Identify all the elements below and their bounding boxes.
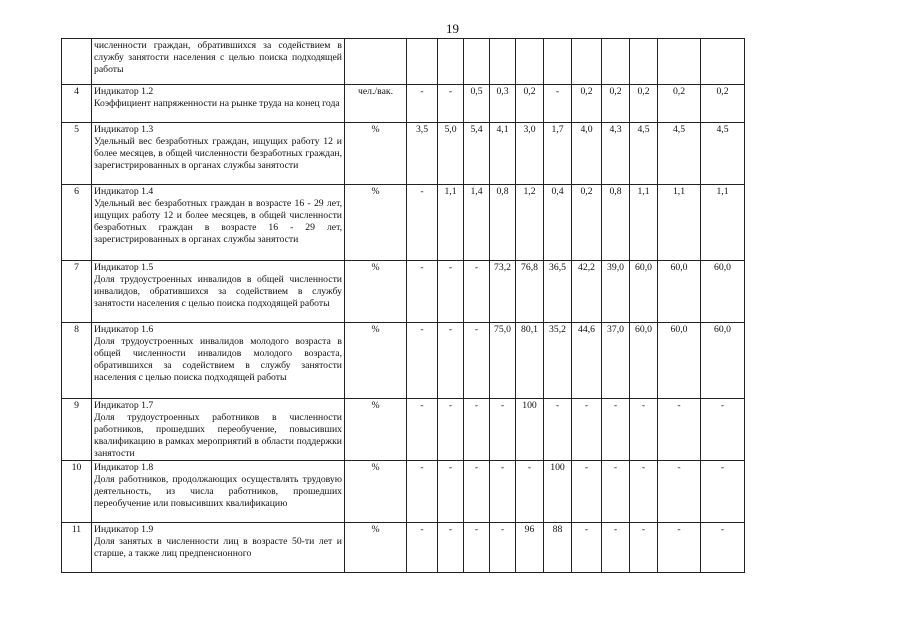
indicator-name: Индикатор 1.2	[94, 86, 154, 97]
value-cell: -	[658, 461, 701, 523]
value-cell: -	[701, 461, 745, 523]
indicator-description: Доля трудоустроенных инвалидов молодого возраста в общей численности инвалидов молодого возраста, обратившихся за содействием в службу занятости населения с целью поиска подходящей работы	[94, 335, 342, 383]
indicator-description: Коэффициент напряженности на рынке труда на конец года	[94, 97, 340, 109]
value-cell: 4,5	[658, 123, 701, 185]
value-cell: 100	[544, 461, 572, 523]
indicator-cell	[92, 39, 345, 85]
value-cell: -	[438, 461, 464, 523]
indicator-cell	[92, 461, 345, 523]
value-cell: 1,1	[701, 185, 745, 261]
value-cell: 0,2	[572, 185, 602, 261]
value-cell: 0,8	[490, 185, 516, 261]
value-cell: -	[438, 323, 464, 399]
value-cell: 60,0	[630, 261, 658, 323]
value-cell: -	[464, 523, 490, 573]
indicator-description: Удельный вес безработных граждан в возрасте 16 - 29 лет, ищущих работу 12 и более месяцев, в общей численности безработных граждан в возрасте 16 - 29 лет, зарегистрированных в органах службы занятости	[94, 197, 342, 245]
value-cell: 1,1	[438, 185, 464, 261]
value-cell: -	[438, 399, 464, 461]
value-cell: 0,8	[602, 185, 630, 261]
value-cell: 60,0	[658, 261, 701, 323]
value-cell: -	[407, 85, 438, 123]
value-cell: -	[701, 399, 745, 461]
value-cell: -	[630, 399, 658, 461]
indicator-description: Доля работников, продолжающих осуществлять трудовую деятельность, из числа работников, прошедших переобучение или повысивших квалификацию	[94, 473, 342, 509]
value-cell: 3,5	[407, 123, 438, 185]
indicator-description: Доля занятых в численности лиц в возрасте 50-ти лет и старше, а также лиц предпенсионного	[94, 535, 342, 559]
value-cell: 76,8	[516, 261, 544, 323]
indicator-cell	[92, 261, 345, 323]
value-cell: 5,4	[464, 123, 490, 185]
row-number: 4	[62, 85, 92, 123]
unit-cell: %	[345, 261, 407, 323]
unit-cell: %	[345, 399, 407, 461]
value-cell: 0,3	[490, 85, 516, 123]
row-number: 5	[62, 123, 92, 185]
value-cell: 60,0	[630, 323, 658, 399]
indicator-cell	[92, 85, 345, 123]
value-cell: 0,2	[572, 85, 602, 123]
value-cell: 4,5	[701, 123, 745, 185]
value-cell: -	[464, 399, 490, 461]
indicator-name: Индикатор 1.4	[94, 186, 154, 197]
value-cell: 4,1	[490, 123, 516, 185]
value-cell: 42,2	[572, 261, 602, 323]
value-cell	[490, 39, 516, 85]
value-cell: 44,6	[572, 323, 602, 399]
value-cell: -	[544, 399, 572, 461]
table-row	[62, 85, 786, 123]
row-number: 8	[62, 323, 92, 399]
value-cell: -	[602, 399, 630, 461]
value-cell: -	[516, 461, 544, 523]
value-cell: -	[464, 261, 490, 323]
value-cell: -	[544, 85, 572, 123]
indicator-name: Индикатор 1.3	[94, 124, 154, 135]
value-cell	[464, 39, 490, 85]
value-cell: 37,0	[602, 323, 630, 399]
value-cell: -	[490, 523, 516, 573]
value-cell: 0,2	[630, 85, 658, 123]
table-row	[62, 323, 786, 399]
value-cell: 100	[516, 399, 544, 461]
value-cell: 39,0	[602, 261, 630, 323]
value-cell	[630, 39, 658, 85]
value-cell: 0,2	[516, 85, 544, 123]
indicator-cell	[92, 323, 345, 399]
value-cell: -	[407, 261, 438, 323]
value-cell	[438, 39, 464, 85]
value-cell: -	[464, 461, 490, 523]
value-cell: 73,2	[490, 261, 516, 323]
value-cell: 88	[544, 523, 572, 573]
value-cell: -	[630, 523, 658, 573]
value-cell: -	[602, 461, 630, 523]
page-number: 19	[446, 21, 459, 36]
table-row	[62, 399, 786, 461]
value-cell: 1,4	[464, 185, 490, 261]
value-cell: 0,2	[658, 85, 701, 123]
indicator-name: Индикатор 1.7	[94, 400, 154, 411]
value-cell: -	[572, 461, 602, 523]
value-cell: -	[407, 523, 438, 573]
indicator-cell	[92, 123, 345, 185]
indicator-description: Доля трудоустроенных инвалидов в общей численности инвалидов, обратившихся за содействием в службу занятости населения с целью поиска подходящей работы	[94, 273, 342, 309]
value-cell: -	[438, 261, 464, 323]
table-row	[62, 39, 786, 85]
unit-cell: %	[345, 461, 407, 523]
unit-cell	[345, 39, 407, 85]
value-cell: -	[572, 523, 602, 573]
value-cell	[701, 39, 745, 85]
row-number: 11	[62, 523, 92, 573]
row-number: 9	[62, 399, 92, 461]
value-cell: 1,1	[658, 185, 701, 261]
value-cell: 0,2	[701, 85, 745, 123]
value-cell: 0,2	[602, 85, 630, 123]
table-row	[62, 523, 786, 573]
value-cell: 35,2	[544, 323, 572, 399]
indicator-description: Удельный вес безработных граждан, ищущих работу 12 и более месяцев, в общей численности безработных граждан, зарегистрированных в органах службы занятости	[94, 135, 342, 171]
value-cell	[516, 39, 544, 85]
value-cell: -	[407, 399, 438, 461]
indicator-cell	[92, 399, 345, 461]
indicator-name: Индикатор 1.5	[94, 262, 154, 273]
value-cell	[572, 39, 602, 85]
value-cell: -	[407, 185, 438, 261]
value-cell: -	[701, 523, 745, 573]
value-cell: -	[658, 523, 701, 573]
unit-cell: %	[345, 123, 407, 185]
value-cell: 4,5	[630, 123, 658, 185]
unit-cell: %	[345, 323, 407, 399]
value-cell: -	[407, 461, 438, 523]
value-cell: 1,1	[630, 185, 658, 261]
value-cell: 60,0	[701, 323, 745, 399]
value-cell: -	[490, 461, 516, 523]
value-cell: -	[438, 523, 464, 573]
table-row	[62, 461, 786, 523]
value-cell: -	[630, 461, 658, 523]
row-number: 6	[62, 185, 92, 261]
table-body	[62, 39, 786, 573]
row-number: 10	[62, 461, 92, 523]
unit-cell: %	[345, 185, 407, 261]
value-cell: 0,4	[544, 185, 572, 261]
indicator-description: численности граждан, обратившихся за содействием в службу занятости населения с целью поиска подходящей работы	[94, 40, 342, 75]
indicator-name: Индикатор 1.9	[94, 524, 154, 535]
value-cell: 80,1	[516, 323, 544, 399]
table-row	[62, 261, 786, 323]
value-cell: -	[658, 399, 701, 461]
value-cell: 96	[516, 523, 544, 573]
value-cell: -	[490, 399, 516, 461]
value-cell: 4,0	[572, 123, 602, 185]
table-row	[62, 123, 786, 185]
value-cell: 75,0	[490, 323, 516, 399]
unit-cell: чел./вак.	[345, 85, 407, 123]
value-cell: 1,7	[544, 123, 572, 185]
value-cell: 60,0	[701, 261, 745, 323]
value-cell: -	[572, 399, 602, 461]
value-cell: 5,0	[438, 123, 464, 185]
row-number: 7	[62, 261, 92, 323]
value-cell: 0,5	[464, 85, 490, 123]
value-cell	[602, 39, 630, 85]
value-cell: 1,2	[516, 185, 544, 261]
value-cell: 3,0	[516, 123, 544, 185]
indicator-description: Доля трудоустроенных работников в численности работников, прошедших переобучение, повысивших квалификацию в рамках мероприятий в области поддержки занятости	[94, 411, 342, 459]
unit-cell: %	[345, 523, 407, 573]
value-cell: 4,3	[602, 123, 630, 185]
indicators-table	[61, 38, 786, 573]
indicator-cell	[92, 185, 345, 261]
value-cell: -	[407, 323, 438, 399]
value-cell	[407, 39, 438, 85]
value-cell	[658, 39, 701, 85]
table-row	[62, 185, 786, 261]
value-cell: -	[438, 85, 464, 123]
value-cell	[544, 39, 572, 85]
value-cell: -	[464, 323, 490, 399]
value-cell: 60,0	[658, 323, 701, 399]
value-cell: 36,5	[544, 261, 572, 323]
value-cell: -	[602, 523, 630, 573]
indicator-name: Индикатор 1.8	[94, 462, 154, 473]
indicator-cell	[92, 523, 345, 573]
indicator-name: Индикатор 1.6	[94, 324, 154, 335]
row-number	[62, 39, 92, 85]
